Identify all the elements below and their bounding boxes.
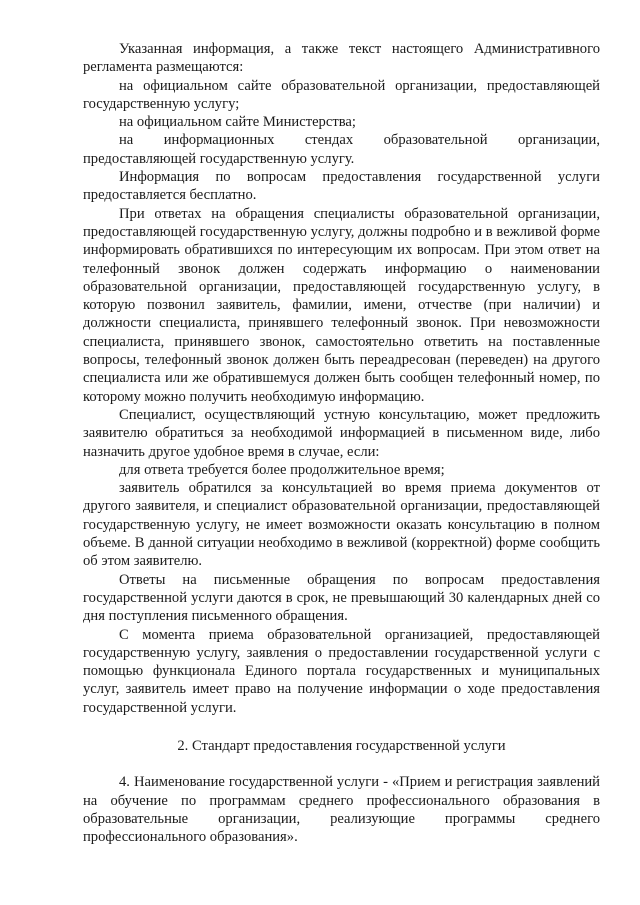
paragraph: Специалист, осуществляющий устную консультацию, может предложить заявителю обратиться за необходимой информацией в письменном виде, либо назначить другое удобное время в случае, если: — [83, 406, 600, 460]
paragraph: С момента приема образовательной организацией, предоставляющей государственную услугу, заявления о предоставлении государственной услуги с помощью функционала Единого портала государственных и муниципальных услуг, заявитель имеет право на получение информации о ходе предоставления государственной услуги. — [83, 626, 600, 716]
paragraph: на информационных стендах образовательной организации, предоставляющей государственную услугу. — [83, 132, 600, 167]
paragraph: на официальном сайте образовательной организации, предоставляющей государственную услугу; — [83, 77, 600, 112]
paragraph: Указанная информация, а также текст настоящего Административного регламента размещаются: — [83, 41, 600, 76]
document-page — [83, 40, 600, 846]
item-4-paragraph: 4. Наименование государственной услуги - «Прием и регистрация заявлений на обучение по программам среднего профессионального образования в образовательные организации, реализующие программы среднего профессионального образования». — [83, 774, 600, 846]
section-heading: 2. Стандарт предоставления государственной услуги — [177, 737, 506, 754]
paragraph: для ответа требуется более продолжительное время; — [119, 461, 445, 478]
paragraph: При ответах на обращения специалисты образовательной организации, предоставляющей государственную услугу, должны подробно и в вежливой форме информировать обратившихся по интересующим их вопросам. При этом ответ на телефонный звонок должен содержать информацию о наименовании образовательной организации, предоставляющей государственную услугу, в которую позвонил заявитель, фамилии, имени, отчестве (при наличии) и должности специалиста, принявшего телефонный звонок. При невозможности специалиста, принявшего звонок, самостоятельно ответить на поставленные вопросы, телефонный звонок должен быть переадресован (переведен) на другого специалиста или же обратившемуся должен быть сообщен телефонный номер, по которому можно получить необходимую информацию. — [83, 205, 600, 405]
paragraph: Информация по вопросам предоставления государственной услуги предоставляется бесплатно. — [83, 169, 600, 204]
paragraph: Ответы на письменные обращения по вопросам предоставления государственной услуги даются в срок, не превышающий 30 календарных дней со дня поступления письменного обращения. — [83, 571, 600, 625]
paragraph: на официальном сайте Министерства; — [119, 114, 356, 131]
paragraph: заявитель обратился за консультацией во время приема документов от другого заявителя, и специалист образовательной организации, предоставляющей государственную услугу, не имеет возможности оказать консультацию в полном объеме. В данной ситуации необходимо в вежливой (корректной) форме сообщить об этом заявителю. — [83, 480, 600, 570]
